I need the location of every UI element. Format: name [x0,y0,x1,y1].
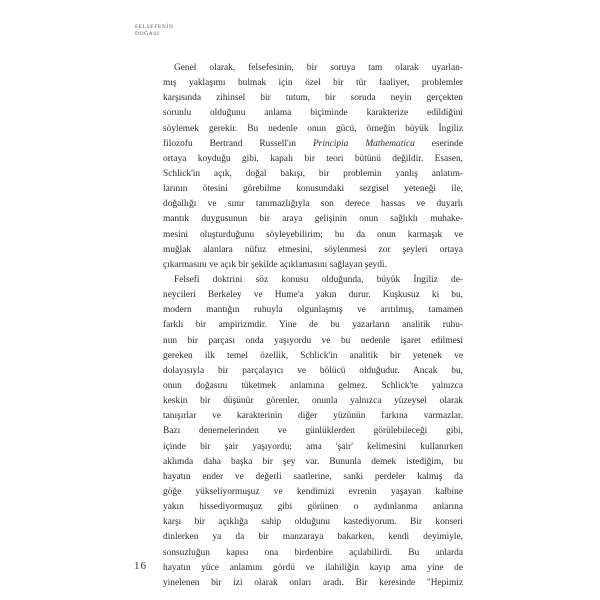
text-line: söylemek gerekir. Bu nedenle onun gücü, örneğin büyük İngiliz [163,123,463,134]
text-line: sonsuzluğun kapısı ona birdenbire açılabilirdi. Bu anlarda [163,547,463,558]
text-line: Bazı denemelerinden ve günlüklerden görülebileceği gibi, [163,426,463,437]
text-line: yinelenen bir izi olarak onları aradı. Bir keresinde "Hepimiz [163,577,463,588]
text-line: gereken ilk temel özellik, Schlick'in analitik bir yetenek ve [163,350,463,361]
text-line: karşısında zihinsel bir tutum, bir soruda neyin gerçekten [163,93,463,104]
text-line: Schlick'in açık, doğal bakışı, bir problemin yanlış anlatım- [163,168,463,179]
text-line: dinlerken ya da bir manzaraya bakarken, kendi deyimiyle, [163,532,463,543]
text-line: neycileri Berkeley ve Hume'a yakın durur. Kuşkusuz ki bu, [163,290,463,301]
body-text [163,61,463,591]
text-line: göğe yükseliyormuşuz ve kendimizi evrenin yaşayan kalbine [163,486,463,497]
paragraph-1 [163,61,463,273]
text-line: keskin bir düşünür görenler, onunla yalnızca yüzeysel olarak [163,396,463,407]
page-number: 16 [134,560,147,572]
text-fragment: filozofu Bertrand Russell'ın [163,138,313,149]
text-line: larının ötesini görebilme konusundaki sezgisel yeteneği ile, [163,184,463,195]
text-line: onun doğasını tüketmek anlamına gelmez. Schlick'te yalnızca [163,380,463,391]
text-line: çıkarmasını ve açık bir şekilde açıklamasını sağlayan şeydi. [163,259,387,270]
text-line: nun bir parçası onda yaşıyordu ve bu nedenle işaret edilmesi [163,335,463,346]
text-line: aklımda daha başka bir şey var. Bununla demek istediğim, bu [163,456,463,467]
text-line: Felsefi doktrini söz konusu olduğunda, büyük İngiliz de- [174,274,463,285]
running-head [135,24,173,37]
text-fragment: eserinde [414,138,463,149]
text-line: farklı bir ampirizmdir. Yine de bu yazarların analitik ruhu- [163,320,463,331]
text-line: mesini oluşturduğunu söyleyebilirim; bu da onun karmaşık ve [163,229,463,240]
running-head-line-2: DOĞASI [135,30,160,37]
text-line: dolayısıyla bir parçalayıcı ve bölücü olduğudur. Ancak bu, [163,365,463,376]
text-line: mış yaklaşımı bulmak için özel bir tür faaliyet, problemler [163,78,463,89]
text-line: Genel olarak, felsefesinin, bir soruya tam olarak uyarlan- [174,63,463,73]
text-line: karşı bir açıklığa sahip olduğunu kastediyorum. Bir konseri [163,517,463,528]
text-line: içinde bir şair yaşıyordu; ama 'şair' kelimesini kullanırken [163,441,463,452]
text-line: sorunlu olduğunu anlama biçiminde karakterize edildiğini [163,108,463,119]
text-line: tanışırlar ve karakterinin diğer yüzünün farkına varmazlar. [163,411,463,422]
text-line-with-title [163,137,463,152]
text-line: ortaya koyduğu gibi, kapalı bir teori bütünü değildir. Esasen, [163,153,463,164]
text-line: muğlak alanlara nüfuz etmesini, söylenmesi zor şeyleri ortaya [163,244,463,255]
text-line: doğallığı ve sınır tanımazlığıyla son derece hassas ve duyarlı [163,199,463,210]
text-line: mantık duygusunun bir araya gelişinin onun sağlıklı muhake- [163,214,463,225]
text-line: hayatın ender ve değerli saatlerine, sanki perdeler kalmış da [163,471,463,482]
text-line: modern mantığın ruhuyla olgunlaşmış ve arıtılmış, tamamen [163,305,463,316]
running-head-line-1: FELSEFENİN [135,24,174,30]
paragraph-2 [163,273,463,591]
text-line: yakın hissediyormuşuz gibi görünen o aydınlanma anlarına [163,502,463,513]
book-title: Principia Mathematica [312,138,415,149]
text-line: hayatın yüce anlamını gördü ve ilahiliğin kayıp ama yine de [163,562,463,573]
